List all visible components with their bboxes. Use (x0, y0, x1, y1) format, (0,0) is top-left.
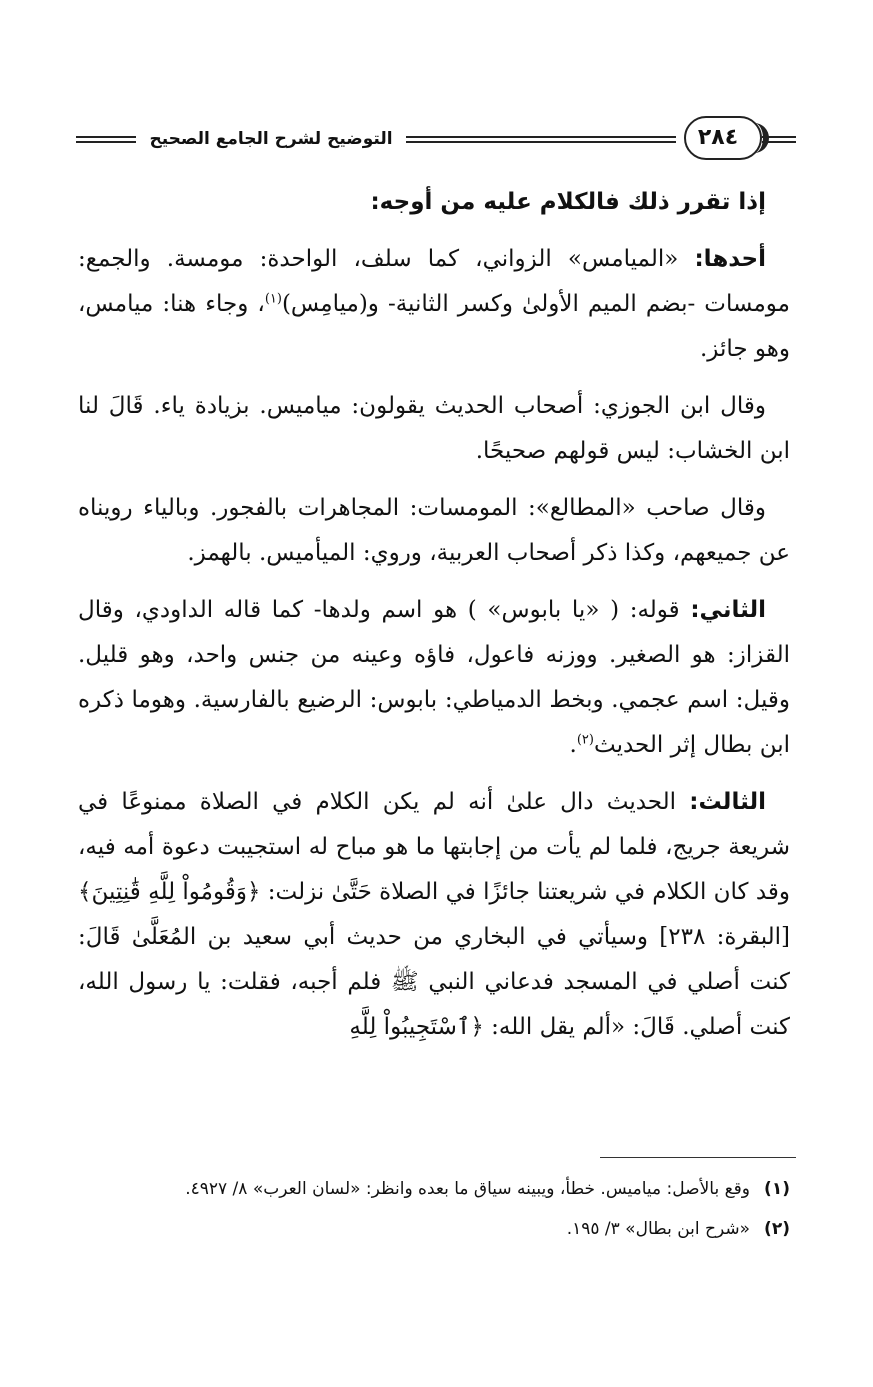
main-text (78, 180, 790, 1062)
footnote-mark: (١) (764, 1179, 790, 1199)
paragraph-lead: أحدها: (694, 246, 767, 272)
footnote-ref: (١) (264, 291, 282, 307)
footnote-separator (600, 1157, 796, 1158)
header-rule-middle (406, 136, 676, 143)
paragraph-third-aspect (78, 780, 790, 1050)
footnote-text: وقع بالأصل: مياميس. خطأ، ويبينه سياق ما بعده وانظر: «لسان العرب» ٨/ ٤٩٢٧. (185, 1179, 750, 1199)
paragraph-first-aspect (78, 237, 790, 372)
paragraph-text: قوله: ( «يا بابوس» ) هو اسم ولدها- كما قاله الداودي، وقال القزاز: هو الصغير. ووزنه فاعول، فاؤه وعينه من جنس واحد، وهو قليل. وقيل: اسم عجمي. وبخط الدمياطي: بابوس: الرضيع بالفارسية. وهوما ذكره ابن بطال إثر الحديث (78, 597, 790, 758)
paragraph-matali: وقال صاحب «المطالع»: المومسات: المجاهرات بالفجور. وبالياء رويناه عن جميعهم، وكذا ذكر أصحاب العربية، وروي: الميأميس. بالهمز. (78, 495, 790, 566)
footnote-item (80, 1172, 790, 1206)
paragraph-text: «الميامس» الزواني، كما سلف، الواحدة: مومسة. والجمع: مومسات -بضم الميم الأولىٰ وكسر الثانية- و(ميامِس) (78, 246, 790, 317)
paragraph-lead: الثالث: (689, 789, 766, 815)
paragraph-tail: . (569, 732, 577, 758)
paragraph-second-aspect (78, 588, 790, 768)
page-number: ٢٨٤ (697, 125, 739, 150)
footnote-item (80, 1212, 790, 1246)
paragraph-text: الحديث دال علىٰ أنه لم يكن الكلام في الصلاة ممنوعًا في شريعة جريج، فلما لم يأت من إجابتها ما هو مباح له استجيبت دعوة أمه فيه، وقد كان الكلام في شريعتنا جائزًا في الصلاة حَتَّىٰ نزلت: ﴿وَقُومُواْ لِلَّهِ قَٰنِتِينَ﴾ [البقرة: ٢٣٨] وسيأتي في البخاري من حديث أبي سعيد بن المُعَلَّىٰ قَالَ: كنت أصلي في المسجد فدعاني النبي ﷺ فلم أجبه، فقلت: يا رسول الله، كنت أصلي. قَالَ: «ألم يقل الله: ﴿ٱسْتَجِيبُواْ لِلَّهِ (78, 789, 790, 1040)
footnote-text: «شرح ابن بطال» ٣/ ١٩٥. (566, 1219, 750, 1239)
running-title: التوضيح لشرح الجامع الصحيح (149, 129, 393, 149)
header-rule-right (762, 136, 796, 143)
footnote-mark: (٢) (764, 1219, 790, 1239)
intro-paragraph: إذا تقرر ذلك فالكلام عليه من أوجه: (370, 189, 766, 215)
page-number-badge (684, 116, 762, 160)
paragraph-ibn-jawzi: وقال ابن الجوزي: أصحاب الحديث يقولون: مياميس. بزيادة ياء. قَالَ لنا ابن الخشاب: ليس قولهم صحيحًا. (78, 393, 790, 464)
footnote-ref: (٢) (576, 732, 594, 748)
page-header (76, 112, 796, 166)
header-rule-left (76, 136, 136, 143)
footnotes (80, 1172, 790, 1252)
paragraph-lead: الثاني: (690, 597, 767, 623)
paragraph-tail: ، وجاء هنا: ميامس، وهو جائز. (78, 291, 790, 362)
